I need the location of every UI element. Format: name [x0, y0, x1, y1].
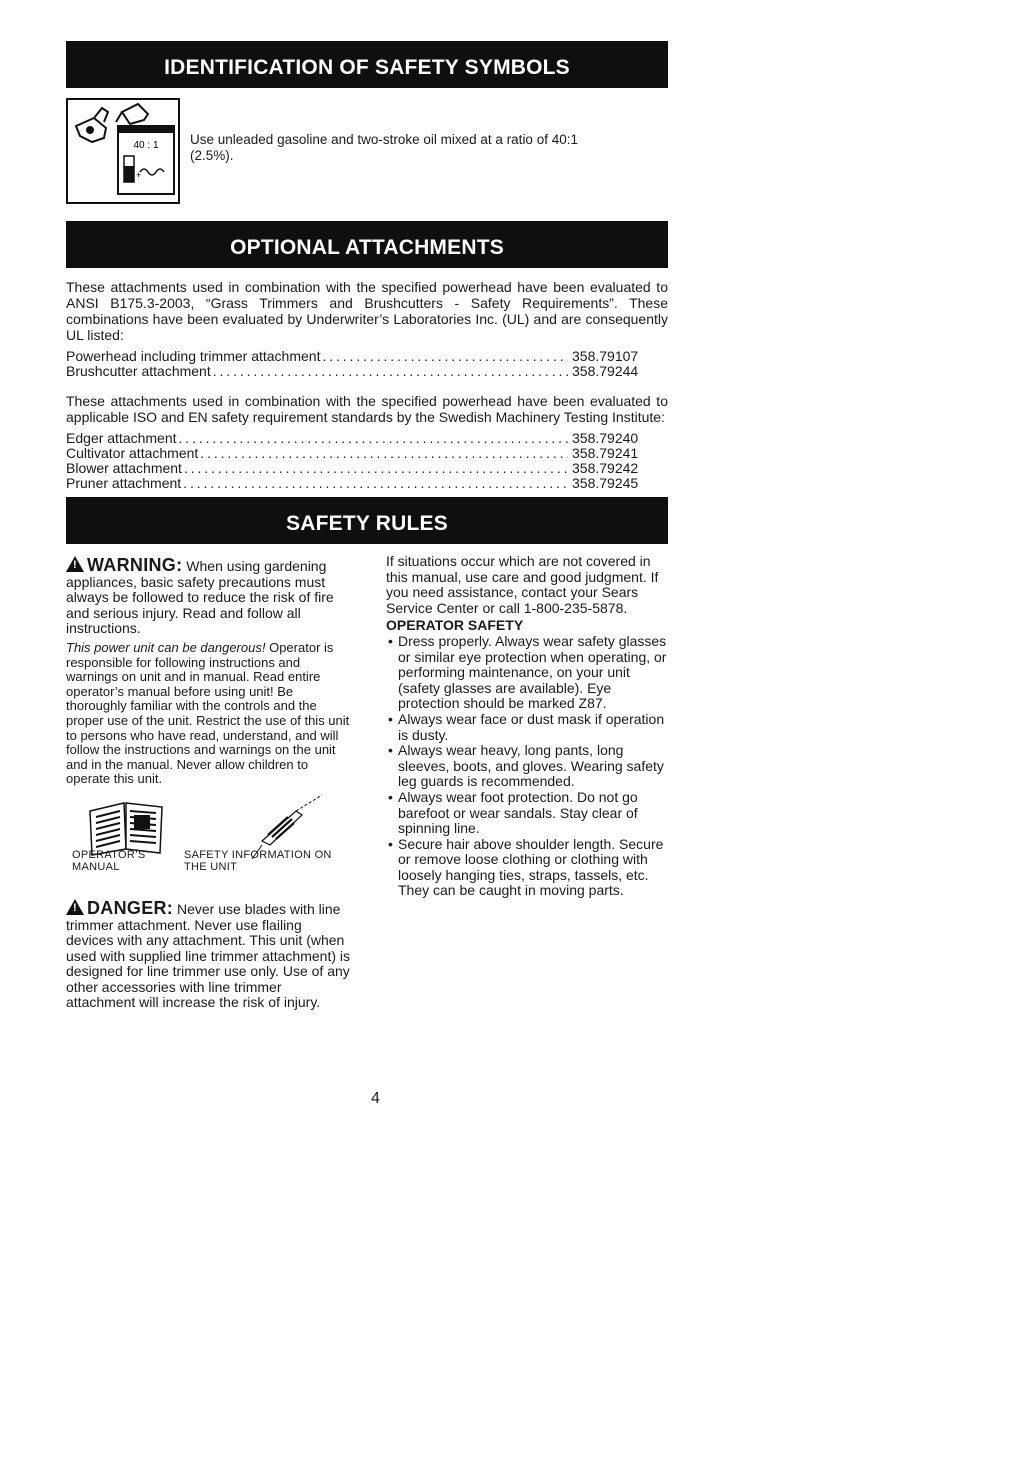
list-item: • Dress properly. Always wear safety glasses or similar eye protection when operating, or performing maintenance, on your unit (safety glasses are available). Eye protection should be marked Z87. — [386, 634, 668, 712]
attachment-label: Cultivator attachment — [66, 445, 199, 461]
fuel-mix-description: Use unleaded gasoline and two-stroke oil mixed at a ratio of 40:1 (2.5%). — [190, 132, 578, 163]
ul-intro-paragraph: These attachments used in combination with the specified powerhead have been evaluated to ANSI B175.3-2003, “Grass Trimmers and Brushcutters - Safety Requirements”. These combinations have been evaluated by Underwriter’s Laboratories Inc. (UL) and are consequently UL listed: — [66, 279, 668, 343]
part-number: 358.79245 — [572, 475, 639, 491]
list-item: • Secure hair above shoulder length. Secure or remove loose clothing or clothing with loosely hanging ties, straps, tassels, etc. They can be caught in moving parts. — [386, 837, 668, 899]
fuel-can-icon — [68, 100, 178, 202]
warning-text: When using gardening appliances, basic safety precautions must always be followed to reduce the risk of fire and serious injury. Read and follow all instructions. — [66, 558, 334, 637]
attachment-label: Pruner attachment — [66, 475, 182, 491]
attachment-row — [66, 431, 668, 446]
safety-info-caption: SAFETY INFORMATION ON THE UNIT — [184, 848, 332, 873]
safety-icons — [66, 793, 350, 893]
iso-attachment-list — [66, 431, 668, 491]
page-number: 4 — [371, 1090, 380, 1107]
part-number: 358.79240 — [572, 430, 639, 446]
leader-dots — [322, 349, 568, 364]
dangerous-paragraph — [66, 641, 350, 787]
part-number: 358.79107 — [572, 348, 639, 364]
danger-triangle-icon: ! — [66, 899, 84, 915]
attachment-label: Blower attachment — [66, 460, 182, 476]
attachment-row — [66, 461, 668, 476]
manual-caption: OPERATOR’S MANUAL — [72, 848, 146, 873]
attachment-row — [66, 364, 668, 379]
safety-rules-banner: SAFETY RULES — [66, 497, 668, 544]
operator-safety-list — [386, 634, 668, 899]
iso-intro-paragraph: These attachments used in combination with the specified powerhead have been evaluated to applicable ISO and EN safety requirement standards by the Swedish Machinery Testing Institute: — [66, 393, 668, 425]
leader-dots — [183, 476, 568, 491]
attachments-banner: OPTIONAL ATTACHMENTS — [66, 221, 668, 268]
warning-label: WARNING: — [87, 555, 183, 575]
ul-attachment-list — [66, 349, 668, 379]
list-item: • Always wear heavy, long pants, long sleeves, boots, and gloves. Wearing safety leg guards is recommended. — [386, 743, 668, 790]
attachment-row — [66, 349, 668, 364]
list-item: • Always wear foot protection. Do not go barefoot or wear sandals. Stay clear of spinning line. — [386, 790, 668, 837]
operator-safety-heading: OPERATOR SAFETY — [386, 617, 524, 634]
warning-paragraph — [66, 556, 350, 637]
part-number: 358.79242 — [572, 460, 639, 476]
leader-dots — [200, 446, 568, 461]
attachment-label: Powerhead including trimmer attachment — [66, 348, 321, 364]
dangerous-lead: This power unit can be dangerous! — [66, 639, 266, 655]
danger-label: DANGER: — [87, 897, 174, 918]
warning-triangle-icon: ! — [66, 556, 84, 572]
safety-right-column — [386, 554, 668, 1011]
leader-dots — [213, 364, 568, 379]
attachment-label: Brushcutter attachment — [66, 363, 211, 379]
dangerous-text: Operator is responsible for following instructions and warnings on unit and in manual. Read entire operator’s manual before using unit! Be thoroughly familiar with the controls and the proper use of the unit. Restrict the use of this unit to persons who have read, understand, and will follow the instructions and warnings on the unit and in the manual. Never allow children to operate this unit. — [66, 639, 350, 787]
svg-text:+: + — [136, 170, 142, 180]
attachment-row — [66, 476, 668, 491]
fuel-mix-symbol — [66, 98, 180, 204]
danger-paragraph — [66, 899, 350, 1011]
leader-dots — [184, 461, 568, 476]
attachment-label: Edger attachment — [66, 430, 177, 446]
situations-paragraph: If situations occur which are not covered in this manual, use care and good judgment. If you need assistance, contact your Sears Service Center or call 1-800-235-5878. — [386, 553, 659, 616]
fuel-symbol-row — [66, 96, 668, 206]
identification-banner: IDENTIFICATION OF SAFETY SYMBOLS — [66, 41, 668, 88]
manual-page — [66, 41, 668, 1011]
attachment-row — [66, 446, 668, 461]
ratio-label: 40 : 1 — [133, 140, 159, 151]
safety-columns — [66, 554, 668, 1011]
danger-text: Never use blades with line trimmer attachment. Never use flailing devices with any attachment. This unit (when used with supplied line trimmer attachment) is designed for line trimmer use only. Use of any other accessories with line trimmer attachment will increase the risk of injury. — [66, 900, 351, 1011]
list-item: • Always wear face or dust mask if operation is dusty. — [386, 712, 668, 743]
part-number: 358.79241 — [572, 445, 639, 461]
leader-dots — [179, 431, 568, 446]
safety-left-column — [66, 554, 350, 1011]
part-number: 358.79244 — [572, 363, 639, 379]
